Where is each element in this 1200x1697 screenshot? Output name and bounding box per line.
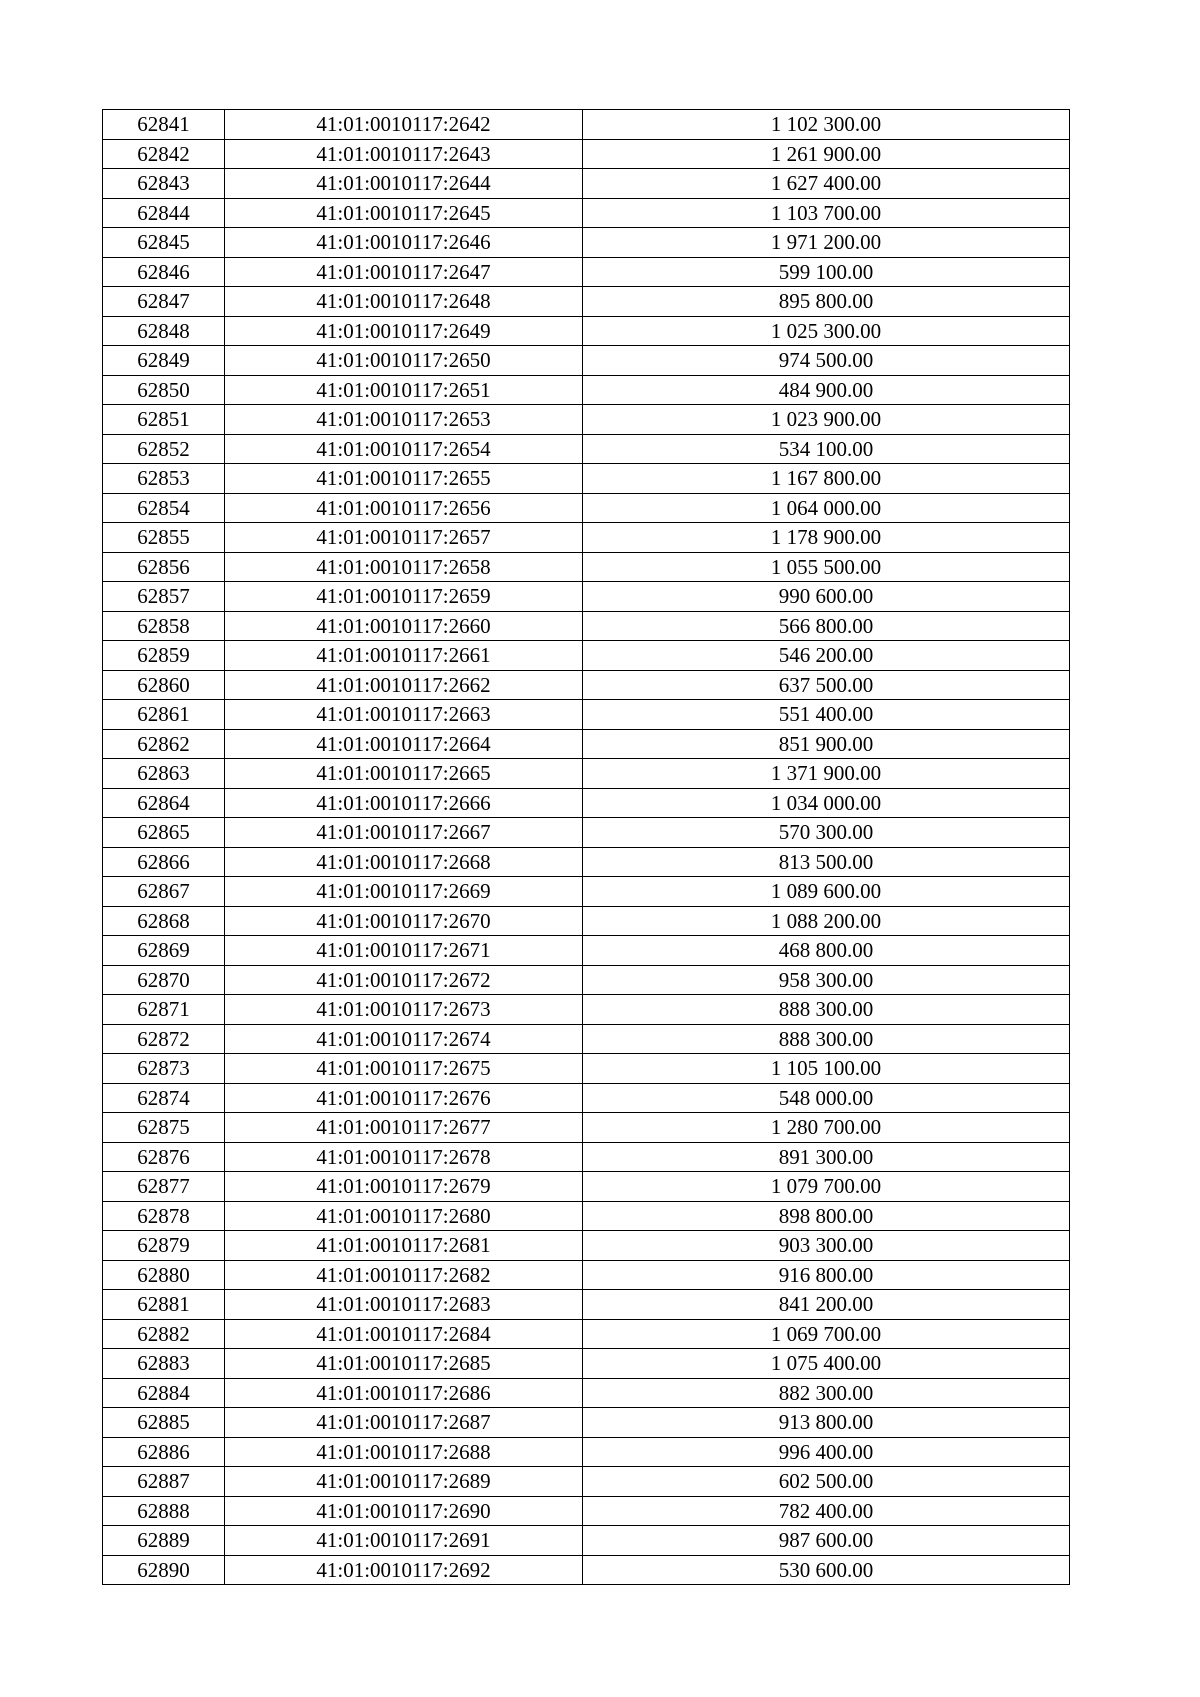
cadastral-value-cell: 1 971 200.00	[583, 228, 1070, 258]
table-row	[103, 906, 1070, 936]
cadastral-value-cell: 1 079 700.00	[583, 1172, 1070, 1202]
cadastral-value-cell: 1 088 200.00	[583, 906, 1070, 936]
table-row	[103, 1290, 1070, 1320]
row-number-cell: 62887	[103, 1467, 225, 1497]
row-number-cell: 62872	[103, 1024, 225, 1054]
table-row	[103, 110, 1070, 140]
cadastral-number-cell: 41:01:0010117:2670	[225, 906, 583, 936]
row-number-cell: 62858	[103, 611, 225, 641]
table-row	[103, 464, 1070, 494]
cadastral-number-cell: 41:01:0010117:2678	[225, 1142, 583, 1172]
table-row	[103, 405, 1070, 435]
row-number-cell: 62857	[103, 582, 225, 612]
cadastral-number-cell: 41:01:0010117:2657	[225, 523, 583, 553]
cadastral-value-cell: 1 064 000.00	[583, 493, 1070, 523]
table-row	[103, 169, 1070, 199]
table-row	[103, 375, 1070, 405]
cadastral-value-cell: 602 500.00	[583, 1467, 1070, 1497]
cadastral-number-cell: 41:01:0010117:2642	[225, 110, 583, 140]
cadastral-value-cell: 468 800.00	[583, 936, 1070, 966]
table-row	[103, 729, 1070, 759]
row-number-cell: 62856	[103, 552, 225, 582]
row-number-cell: 62873	[103, 1054, 225, 1084]
cadastral-number-cell: 41:01:0010117:2668	[225, 847, 583, 877]
cadastral-number-cell: 41:01:0010117:2684	[225, 1319, 583, 1349]
row-number-cell: 62877	[103, 1172, 225, 1202]
row-number-cell: 62842	[103, 139, 225, 169]
table-row	[103, 198, 1070, 228]
cadastral-value-cell: 1 055 500.00	[583, 552, 1070, 582]
cadastral-number-cell: 41:01:0010117:2645	[225, 198, 583, 228]
cadastral-value-cell: 903 300.00	[583, 1231, 1070, 1261]
row-number-cell: 62868	[103, 906, 225, 936]
table-row	[103, 228, 1070, 258]
cadastral-number-cell: 41:01:0010117:2651	[225, 375, 583, 405]
cadastral-value-cell: 1 280 700.00	[583, 1113, 1070, 1143]
cadastral-number-cell: 41:01:0010117:2658	[225, 552, 583, 582]
table-body	[103, 110, 1070, 1585]
cadastral-value-cell: 782 400.00	[583, 1496, 1070, 1526]
row-number-cell: 62860	[103, 670, 225, 700]
row-number-cell: 62853	[103, 464, 225, 494]
table-row	[103, 1201, 1070, 1231]
cadastral-value-cell: 1 178 900.00	[583, 523, 1070, 553]
cadastral-number-cell: 41:01:0010117:2681	[225, 1231, 583, 1261]
cadastral-number-cell: 41:01:0010117:2665	[225, 759, 583, 789]
cadastral-number-cell: 41:01:0010117:2673	[225, 995, 583, 1025]
cadastral-number-cell: 41:01:0010117:2686	[225, 1378, 583, 1408]
row-number-cell: 62845	[103, 228, 225, 258]
table-row	[103, 700, 1070, 730]
cadastral-value-cell: 898 800.00	[583, 1201, 1070, 1231]
table-row	[103, 847, 1070, 877]
row-number-cell: 62847	[103, 287, 225, 317]
cadastral-number-cell: 41:01:0010117:2669	[225, 877, 583, 907]
cadastral-value-cell: 570 300.00	[583, 818, 1070, 848]
table-row	[103, 1349, 1070, 1379]
row-number-cell: 62851	[103, 405, 225, 435]
table-row	[103, 965, 1070, 995]
cadastral-value-cell: 551 400.00	[583, 700, 1070, 730]
row-number-cell: 62869	[103, 936, 225, 966]
table-row	[103, 1437, 1070, 1467]
row-number-cell: 62865	[103, 818, 225, 848]
cadastral-value-cell: 1 034 000.00	[583, 788, 1070, 818]
table-row	[103, 493, 1070, 523]
row-number-cell: 62850	[103, 375, 225, 405]
cadastral-number-cell: 41:01:0010117:2644	[225, 169, 583, 199]
row-number-cell: 62859	[103, 641, 225, 671]
table-row	[103, 641, 1070, 671]
cadastral-number-cell: 41:01:0010117:2643	[225, 139, 583, 169]
table-row	[103, 1319, 1070, 1349]
cadastral-number-cell: 41:01:0010117:2655	[225, 464, 583, 494]
row-number-cell: 62861	[103, 700, 225, 730]
cadastral-value-cell: 566 800.00	[583, 611, 1070, 641]
cadastral-value-cell: 1 025 300.00	[583, 316, 1070, 346]
row-number-cell: 62849	[103, 346, 225, 376]
row-number-cell: 62864	[103, 788, 225, 818]
cadastral-number-cell: 41:01:0010117:2660	[225, 611, 583, 641]
table-row	[103, 1054, 1070, 1084]
row-number-cell: 62852	[103, 434, 225, 464]
cadastral-value-cell: 530 600.00	[583, 1555, 1070, 1585]
cadastral-number-cell: 41:01:0010117:2689	[225, 1467, 583, 1497]
row-number-cell: 62870	[103, 965, 225, 995]
cadastral-number-cell: 41:01:0010117:2671	[225, 936, 583, 966]
table-row	[103, 257, 1070, 287]
cadastral-number-cell: 41:01:0010117:2685	[225, 1349, 583, 1379]
table-row	[103, 759, 1070, 789]
table-row	[103, 1083, 1070, 1113]
cadastral-value-cell: 1 023 900.00	[583, 405, 1070, 435]
cadastral-number-cell: 41:01:0010117:2661	[225, 641, 583, 671]
row-number-cell: 62848	[103, 316, 225, 346]
cadastral-value-cell: 974 500.00	[583, 346, 1070, 376]
cadastral-value-cell: 637 500.00	[583, 670, 1070, 700]
table-row	[103, 1260, 1070, 1290]
cadastral-number-cell: 41:01:0010117:2688	[225, 1437, 583, 1467]
cadastral-number-cell: 41:01:0010117:2663	[225, 700, 583, 730]
cadastral-number-cell: 41:01:0010117:2690	[225, 1496, 583, 1526]
table-row	[103, 1172, 1070, 1202]
cadastral-number-cell: 41:01:0010117:2653	[225, 405, 583, 435]
row-number-cell: 62881	[103, 1290, 225, 1320]
table-row	[103, 1496, 1070, 1526]
row-number-cell: 62855	[103, 523, 225, 553]
cadastral-value-cell: 1 103 700.00	[583, 198, 1070, 228]
cadastral-number-cell: 41:01:0010117:2648	[225, 287, 583, 317]
row-number-cell: 62876	[103, 1142, 225, 1172]
cadastral-number-cell: 41:01:0010117:2672	[225, 965, 583, 995]
cadastral-value-cell: 996 400.00	[583, 1437, 1070, 1467]
table-row	[103, 818, 1070, 848]
cadastral-value-cell: 1 069 700.00	[583, 1319, 1070, 1349]
row-number-cell: 62888	[103, 1496, 225, 1526]
cadastral-number-cell: 41:01:0010117:2680	[225, 1201, 583, 1231]
row-number-cell: 62886	[103, 1437, 225, 1467]
cadastral-value-cell: 895 800.00	[583, 287, 1070, 317]
cadastral-number-cell: 41:01:0010117:2650	[225, 346, 583, 376]
row-number-cell: 62874	[103, 1083, 225, 1113]
table-row	[103, 877, 1070, 907]
cadastral-value-cell: 987 600.00	[583, 1526, 1070, 1556]
row-number-cell: 62843	[103, 169, 225, 199]
table-row	[103, 1467, 1070, 1497]
cadastral-value-cell: 1 102 300.00	[583, 110, 1070, 140]
cadastral-value-cell: 958 300.00	[583, 965, 1070, 995]
cadastral-value-cell: 1 261 900.00	[583, 139, 1070, 169]
table-row	[103, 1526, 1070, 1556]
cadastral-value-cell: 1 167 800.00	[583, 464, 1070, 494]
cadastral-number-cell: 41:01:0010117:2677	[225, 1113, 583, 1143]
cadastral-number-cell: 41:01:0010117:2682	[225, 1260, 583, 1290]
cadastral-value-cell: 888 300.00	[583, 1024, 1070, 1054]
cadastral-value-cell: 1 627 400.00	[583, 169, 1070, 199]
row-number-cell: 62867	[103, 877, 225, 907]
cadastral-value-cell: 534 100.00	[583, 434, 1070, 464]
cadastral-value-cell: 882 300.00	[583, 1378, 1070, 1408]
cadastral-value-cell: 990 600.00	[583, 582, 1070, 612]
row-number-cell: 62884	[103, 1378, 225, 1408]
cadastral-number-cell: 41:01:0010117:2664	[225, 729, 583, 759]
row-number-cell: 62883	[103, 1349, 225, 1379]
table-row	[103, 788, 1070, 818]
cadastral-value-cell: 1 371 900.00	[583, 759, 1070, 789]
row-number-cell: 62882	[103, 1319, 225, 1349]
table-row	[103, 1113, 1070, 1143]
row-number-cell: 62866	[103, 847, 225, 877]
table-row	[103, 936, 1070, 966]
table-row	[103, 611, 1070, 641]
row-number-cell: 62841	[103, 110, 225, 140]
row-number-cell: 62875	[103, 1113, 225, 1143]
row-number-cell: 62879	[103, 1231, 225, 1261]
cadastral-number-cell: 41:01:0010117:2692	[225, 1555, 583, 1585]
table-row	[103, 995, 1070, 1025]
table-row	[103, 1378, 1070, 1408]
cadastral-number-cell: 41:01:0010117:2656	[225, 493, 583, 523]
table-row	[103, 1408, 1070, 1438]
cadastral-value-cell: 599 100.00	[583, 257, 1070, 287]
row-number-cell: 62890	[103, 1555, 225, 1585]
cadastral-number-cell: 41:01:0010117:2683	[225, 1290, 583, 1320]
table-row	[103, 523, 1070, 553]
row-number-cell: 62871	[103, 995, 225, 1025]
cadastral-value-cell: 813 500.00	[583, 847, 1070, 877]
table-row	[103, 552, 1070, 582]
table-row	[103, 1024, 1070, 1054]
row-number-cell: 62889	[103, 1526, 225, 1556]
table-row	[103, 287, 1070, 317]
row-number-cell: 62846	[103, 257, 225, 287]
table-row	[103, 1231, 1070, 1261]
cadastral-value-cell: 916 800.00	[583, 1260, 1070, 1290]
row-number-cell: 62885	[103, 1408, 225, 1438]
cadastral-value-cell: 913 800.00	[583, 1408, 1070, 1438]
cadastral-number-cell: 41:01:0010117:2649	[225, 316, 583, 346]
table-row	[103, 316, 1070, 346]
table-row	[103, 139, 1070, 169]
cadastral-number-cell: 41:01:0010117:2679	[225, 1172, 583, 1202]
cadastral-number-cell: 41:01:0010117:2662	[225, 670, 583, 700]
cadastral-number-cell: 41:01:0010117:2687	[225, 1408, 583, 1438]
table-row	[103, 1142, 1070, 1172]
table-row	[103, 346, 1070, 376]
table-row	[103, 434, 1070, 464]
cadastral-number-cell: 41:01:0010117:2667	[225, 818, 583, 848]
cadastral-value-cell: 888 300.00	[583, 995, 1070, 1025]
cadastral-number-cell: 41:01:0010117:2674	[225, 1024, 583, 1054]
table-row	[103, 1555, 1070, 1585]
cadastral-value-cell: 484 900.00	[583, 375, 1070, 405]
cadastral-number-cell: 41:01:0010117:2646	[225, 228, 583, 258]
cadastral-value-cell: 891 300.00	[583, 1142, 1070, 1172]
row-number-cell: 62854	[103, 493, 225, 523]
table-row	[103, 670, 1070, 700]
cadastral-number-cell: 41:01:0010117:2675	[225, 1054, 583, 1084]
table-row	[103, 582, 1070, 612]
cadastral-number-cell: 41:01:0010117:2666	[225, 788, 583, 818]
cadastral-value-cell: 851 900.00	[583, 729, 1070, 759]
cadastral-number-cell: 41:01:0010117:2676	[225, 1083, 583, 1113]
row-number-cell: 62844	[103, 198, 225, 228]
row-number-cell: 62878	[103, 1201, 225, 1231]
cadastral-value-cell: 1 075 400.00	[583, 1349, 1070, 1379]
cadastral-number-cell: 41:01:0010117:2659	[225, 582, 583, 612]
row-number-cell: 62863	[103, 759, 225, 789]
cadastral-value-cell: 548 000.00	[583, 1083, 1070, 1113]
row-number-cell: 62880	[103, 1260, 225, 1290]
cadastral-number-cell: 41:01:0010117:2647	[225, 257, 583, 287]
cadastral-value-cell: 841 200.00	[583, 1290, 1070, 1320]
cadastral-value-table	[102, 109, 1070, 1585]
row-number-cell: 62862	[103, 729, 225, 759]
cadastral-number-cell: 41:01:0010117:2691	[225, 1526, 583, 1556]
cadastral-value-cell: 1 105 100.00	[583, 1054, 1070, 1084]
cadastral-value-cell: 546 200.00	[583, 641, 1070, 671]
cadastral-number-cell: 41:01:0010117:2654	[225, 434, 583, 464]
cadastral-value-cell: 1 089 600.00	[583, 877, 1070, 907]
